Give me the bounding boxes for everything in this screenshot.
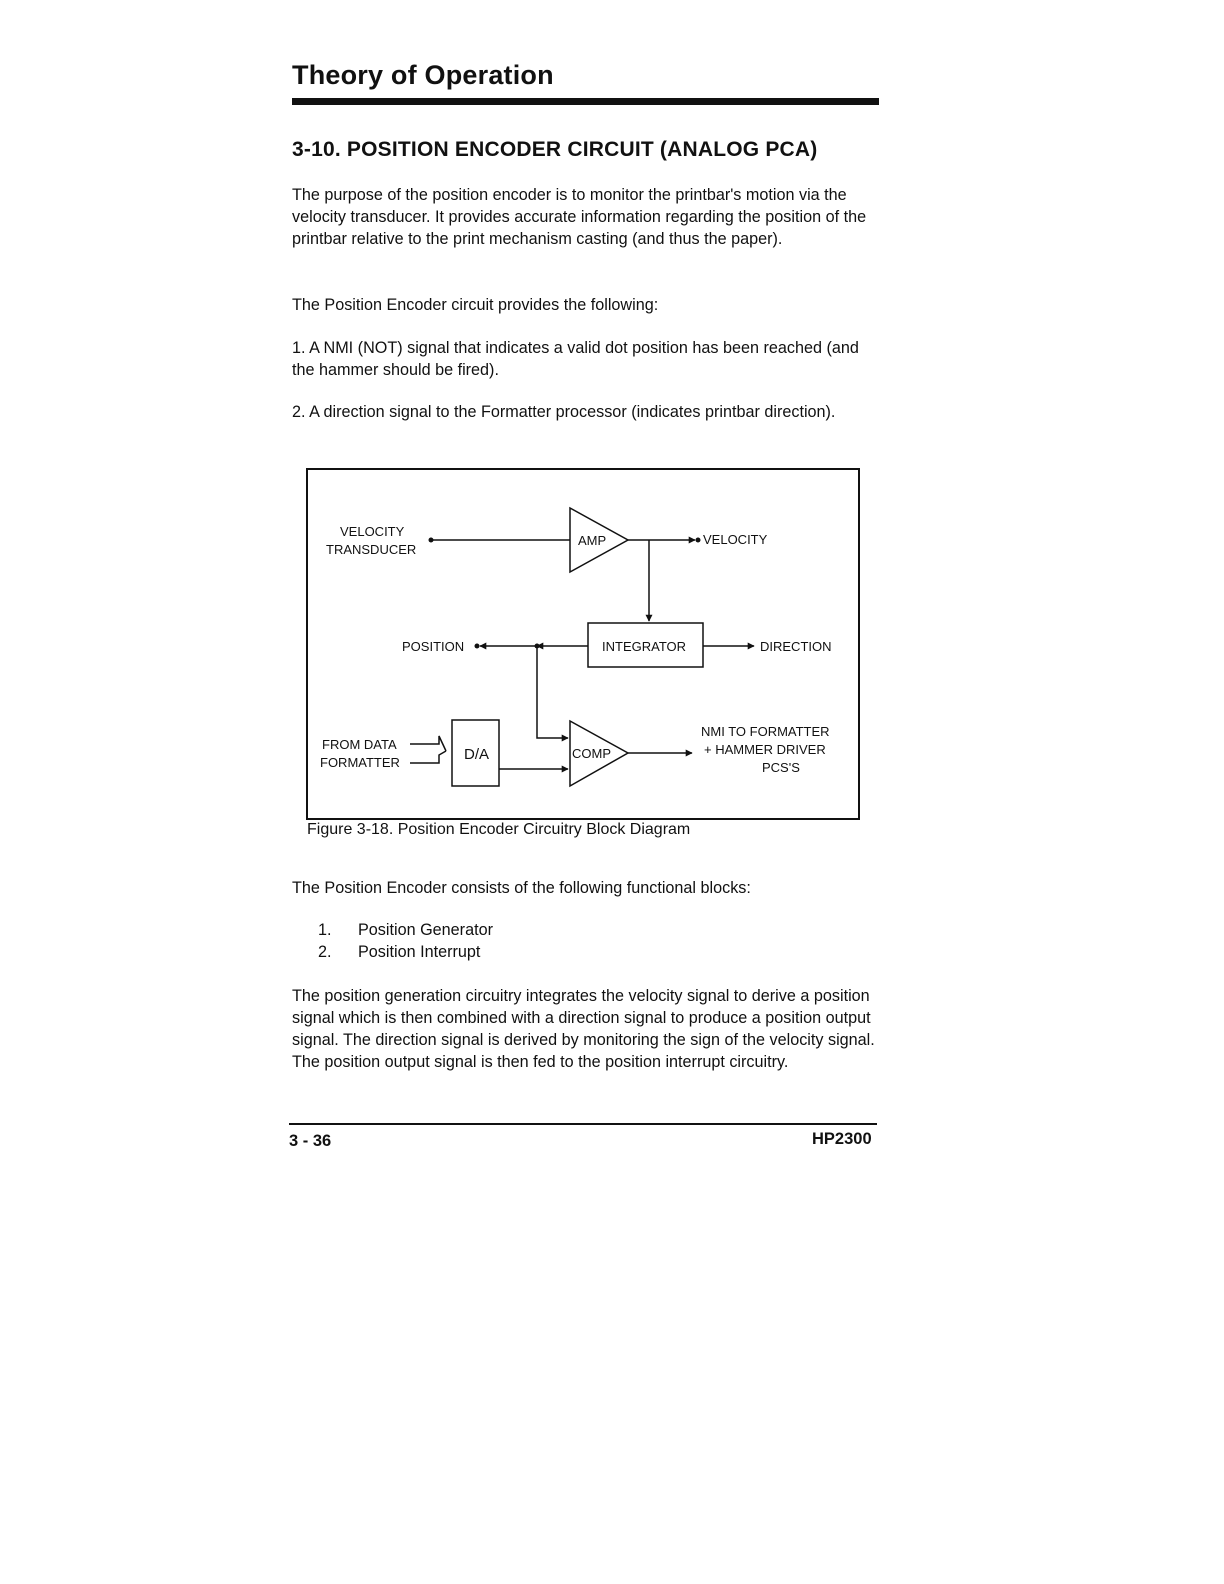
provides-paragraph: The Position Encoder circuit provides the following: (292, 296, 659, 314)
generation-paragraph: The position generation circuitry integrates the velocity signal to derive a position signal which is then combined with a direction signal to produce a position output signal. The direction signal is derived by monitoring the sign of the velocity signal. The position output signal is then fed to the position interrupt circuitry. (292, 987, 875, 1071)
section-heading: 3-10. POSITION ENCODER CIRCUIT (ANALOG PCA) (292, 138, 818, 161)
nmi-label-1: NMI TO FORMATTER (701, 724, 830, 739)
velocity-transducer-label-2: TRANSDUCER (326, 542, 417, 557)
intro-paragraph: The purpose of the position encoder is to monitor the printbar's motion via the velocity transducer. It provides accurate information regarding the position of the printbar relative to the print mechanism casting (and thus the paper). (292, 186, 867, 248)
comp-label: COMP (572, 746, 611, 761)
velocity-node (696, 538, 701, 543)
position-node (475, 644, 480, 649)
list-item-direction: 2. A direction signal to the Formatter processor (indicates printbar direction). (292, 403, 836, 421)
from-data-label-2: FORMATTER (320, 755, 400, 770)
page-header-title: Theory of Operation (292, 60, 554, 90)
list-item (318, 919, 493, 941)
block-diagram (306, 468, 860, 820)
from-data-label-1: FROM DATA (322, 737, 397, 752)
model-name: HP2300 (812, 1130, 872, 1148)
list-item (318, 941, 493, 963)
position-to-comp-wire (537, 646, 568, 738)
figure-caption: Figure 3-18. Position Encoder Circuitry Block Diagram (307, 821, 691, 838)
nmi-label-2: + HAMMER DRIVER (704, 742, 826, 757)
da-label: D/A (464, 746, 490, 763)
direction-label: DIRECTION (760, 639, 832, 654)
velocity-transducer-label-1: VELOCITY (340, 524, 405, 539)
list-item-label: Position Interrupt (358, 943, 481, 961)
page-number: 3 - 36 (289, 1132, 332, 1150)
header-rule (292, 98, 879, 105)
position-label: POSITION (402, 639, 465, 654)
list-item-number: 1. (318, 921, 332, 939)
integrator-label: INTEGRATOR (602, 639, 687, 654)
list-item-label: Position Generator (358, 921, 493, 939)
bus-line-2 (410, 751, 446, 763)
consists-paragraph: The Position Encoder consists of the following functional blocks: (292, 879, 751, 897)
list-item-nmi: 1. A NMI (NOT) signal that indicates a valid dot position has been reached (and the hammer should be fired). (292, 339, 859, 379)
velocity-output-label: VELOCITY (703, 532, 768, 547)
bus-line-1 (410, 736, 446, 751)
amp-label: AMP (578, 533, 607, 548)
footer-rule (289, 1123, 877, 1125)
functional-blocks-list (318, 919, 493, 963)
nmi-label-3: PCS'S (762, 760, 800, 775)
list-item-number: 2. (318, 943, 332, 961)
